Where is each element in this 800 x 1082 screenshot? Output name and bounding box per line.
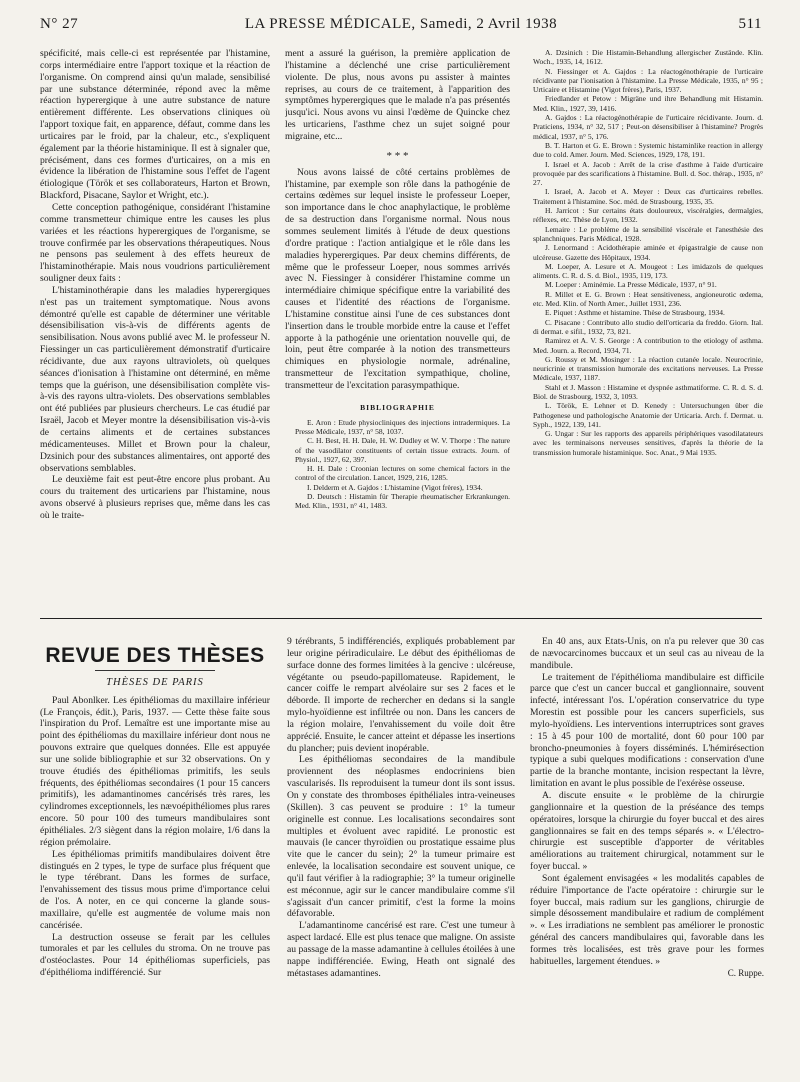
reference-item: M. Loeper, A. Lesure et A. Mougeot : Les imidazols de quelques aliments. C. R. d. S. d. Biol., 1935, 119, 173. — [533, 261, 763, 281]
reference-item: Friedlander et Petow : Migräne und ihre Behandlung mit Histamin. Med. Klin., 1927, 39, 1416. — [533, 94, 763, 113]
reference-item: B. T. Harton et G. E. Brown : Systemic histaminlike reaction in allergy due to cold. Amer. Journ. Med. Sciences, 1929, 178, 191. — [533, 140, 763, 160]
reference-item: H. Jarricot : Sur certains états douloureux, viscéralgies, dermalgies, réflexes, etc. Thèse de Lyon, 1932. — [533, 206, 763, 225]
paragraph: A. discute ensuite « le problème de la chirurgie ganglionnaire et la question de la préséance des temps opératoires, lorsque la chirurgie du foyer buccal et des aires ganglionnaires se fait en des temps séparés ». « L'électro-chirurgie est susceptible d'apporter de véritables améliorations au traitement chirurgical, notamment sur le foyer buccal. » — [530, 789, 764, 873]
paragraph: Les épithéliomas primitifs mandibulaires doivent être distingués en 2 types, le type de surface plus fréquent que le type térébrant. Dans les formes de surface, l'envahissement des tissus mous prime d'importance celui de l'os. A noter, en ce qui concerne la glande sous-maxillaire, qu'elle est augmentée de volume mais non cancérisée. — [40, 848, 270, 931]
reference-item: D. Deutsch : Histamin für Therapie rheumatischer Erkrankungen. Med. Klin., 1931, n° 41, 1483. — [295, 492, 510, 511]
paragraph: Cette conception pathogénique, considérant l'histamine comme transmetteur chimique entre les causes les plus variées et les réactions hyperergiques de l'organisme, se trouve confirmée par les observations thérapeutiques. Nous ne pensons pas seulement à des effets heureux de l'histaminothérapie. Mais nous voudrions particulièrement souligner deux faits : — [40, 201, 270, 285]
page-number: 511 — [738, 16, 762, 32]
reference-item: I. Delderm et A. Gajdos : L'histamine (Vigot frères), 1934. — [307, 482, 483, 492]
reference-item: E. Aron : Etude physiocliniques des injections intradermiques. La Presse Médicale, 1937, n° 58, 1037. — [295, 417, 510, 436]
reference-item: Ramirez et A. V. S. George : A contribution to the etiology of asthma. Med. Journ. a. Record, 1934, 71. — [533, 336, 763, 355]
title-underline — [95, 670, 215, 671]
reference-item: H. H. Dale : Croonian lectures on some chemical factors in the control of the circulation. Lancet, 1929, 216, 1285. — [295, 464, 510, 483]
reference-item: I. Israel, A. Jacob et A. Meyer : Deux cas d'urticaires rebelles. Traitement à l'histamine. Soc. méd. de Strasbourg, 1935, 35. — [533, 187, 763, 206]
paragraph: Le deuxième fait est peut-être encore plus probant. Au cours du traitement des urticariens par l'histamine, nous avons observé à plusieurs reprises que, même dans les cas où le traite- — [40, 474, 270, 521]
reference-item: E. Piquet : Asthme et histamine. Thèse de Strasbourg, 1934. — [545, 308, 725, 318]
reference-item: C. H. Best, H. H. Dale, H. W. Dudley et W. V. Thorpe : The nature of the vasodilator constituents of certain tissue extracts. Journ. of Physiol., 1927, 62, 397. — [295, 436, 510, 464]
paragraph: L'adamantinome cancérisé est rare. C'est une tumeur à aspect lardacé. Elle est plus tenace que maligne. On assiste au passage de la masse adamantine à cellules étoilées à une nappe indifférenciée. Ewing, Heath ont signalé des métastases adamantines. — [287, 920, 515, 979]
reference-item: R. Millet et E. G. Brown : Heat sensitiveness, angioneurotic œdema, etc. Med. Klin. of North Amer., Juillet 1931, 236. — [533, 289, 763, 309]
theses-column-middle — [287, 636, 515, 1056]
reference-item: L. Török, E. Lehner et D. Kenedy : Untersuchungen über die Pathogenese und pathologische Anatomie der Urticaria. Arch. f. Dermat. u. Syph., 1922, 139, 141. — [533, 401, 763, 429]
reference-item: G. Ungar : Sur les rapports des appareils périphériques vasodilatateurs avec les terminaisons nerveuses sensitives, d'après la théorie de la transmission humorale histaminique. Soc. Anat., 9 Mai 1935. — [533, 429, 763, 457]
section-divider — [40, 618, 762, 619]
section-subtitle: THÈSES DE PARIS — [106, 676, 204, 688]
paragraph: Sont également envisagées « les modalités capables de réduire l'importance de l'acte opératoire : chirurgie sur le foyer buccal, mais radium sur les ganglions, chirurgie de simple désossement mandibulaire et radium de complément ». « Les irradiations ne semblent pas améliorer le pronostic général des cancers mandibulaires qui, favorable dans les formes très localisées, est très grave pour les formes habituelles, largement étendues. » — [530, 872, 764, 967]
paragraph: spécificité, mais celle-ci est représentée par l'histamine, corps intermédiaire entre l'apport toxique et la réaction de l'organisme. On comprend ainsi qu'un malade, sensibilisé par une substance déterminée, répond avec la même réaction hyperergique à une autre substance de nature entièrement différente. Les observations cliniques où l'apport toxique fait, en apparence, défaut, comme dans les urticaires par le froid, par la chaleur, etc., s'expliquent également par la théorie histaminique. Il est à signaler que, précisément, dans ces formes d'urticaires, on a mis en évidence la libération de l'histamine sous l'effet de l'agent étiologique (Török et ses collaborateurs, Harton et Brown, Blackford, Pisacane, Saylor et Wright, etc.). — [40, 48, 270, 202]
reference-item: N. Fiessinger et A. Gajdos : La réactogénothérapie de l'urticaire récidivante par l'ionisation à l'histamine. La Presse Médicale, 1935, n° 95 ; Urticaire et Histamine (Vigot frères), Paris, 1937. — [533, 66, 763, 95]
paragraph: Paul Abonlker. Les épithéliomas du maxillaire inférieur (Le François, édit.), Paris, 1937. — Cette thèse faite sous l'inspiration du Prof. Lemaître est une importante mise au point des épithéliomas du maxillaire inférieur dont nous ne pouvons extraire que quelques données. Elle est appuyée sur une solide bibliographie et sur 32 observations. On y trouve étudiés des épithéliomas primitifs, les seuls fréquents, des épithéliomas secondaires (1 pour 15 cancers primitifs), les adamantinomes cancérisés très rares, les cylindromes exceptionnels, les nævoépithéliomes plus rares encore. 50 pour 100 des tumeurs mandibulaires sont épithéliales. 2/3 siègent dans la région molaire, 1/6 dans la région prémolaire. — [40, 694, 270, 848]
paragraph: Nous avons laissé de côté certains problèmes de l'histamine, par exemple son rôle dans la pathogénie de certains œdèmes sur lequel insiste le professeur Loeper, son importance dans le choc anaphylactique, le problème de sa destruction dans l'organisme normal. Nous nous sommes seulement limités à l'étude de deux questions d'ordre pratique : l'action antialgique et le rôle dans les maladies hyperergiques. Par deux chemins différents, de même que le professeur Loeper, nous sommes arrivés avec N. Fiessinger à considérer l'histamine comme un intermédiaire chimique spécifique entre la variabilité des causes et l'identité des réactions de l'organisme. L'histamine constitue ainsi l'une de ces substances dont l'insertion dans le trouble morbide entre la cause et l'effet apporte à la pathogénie une orientation nouvelle qui, de loin, peut être comparée à la notion des transmetteurs chimiques en physiologie normale, adrénaline, transmetteur de l'excitation sympathique, choline, transmetteur de l'excitation parasympathique. — [285, 166, 510, 391]
paragraph: L'histaminothérapie dans les maladies hyperergiques n'est pas un traitement symptomatique. Nous avons démontré qu'elle est capable de déterminer une véritable désensibilisation vis-à-vis de différents agents de sensibilisation. Nous avons publié avec M. le professeur N. Fiessinger un cas particulièrement démonstratif d'urticaire récidivante, due aux rayons ultraviolets, où quelques séances d'ionisation à l'histamine ont déterminé, en même temps que la guérison, une désensibilisation complète vis-à-vis des rayons ultra-violets. Des observations semblables ont été publiées par plusieurs chercheurs. Le cas étudié par Israël, Jacob et Meyer montre la désensibilisation vis-à-vis de certains aliments et de certaines substances médicamenteuses. Millet et Brown pour la chaleur, Dzsinich pour des substances alimentaires, ont apporté des observations semblables. — [40, 284, 270, 474]
paragraph: ment a assuré la guérison, la première application de l'histamine a déclenché une crise particulièrement violente. De plus, nous avons pu assister à maintes reprises, au cours de ce traitement, à l'apparition des symptômes hyperergiques que le malade n'a pas présentés jusqu'ici. Nous avons vu ainsi l'œdème de Quincke chez les urticariens, l'asthme chez un sujet soigné pour migraine, etc... — [285, 48, 510, 142]
paragraph: En 40 ans, aux Etats-Unis, on n'a pu relever que 30 cas de nævocarcinomes buccaux et un seul cas au niveau de la mandibule. — [530, 636, 764, 671]
theses-column-left — [40, 636, 270, 1056]
article-column-left — [40, 48, 270, 596]
paragraph: 9 térébrants, 5 indifférenciés, expliqués probablement par leur origine périradiculaire. Le début des épithéliomas de surface donne des formes limitées à la gencive : ulcéreuse, végétante ou pseudo-papillomateuse. Rapidement, le cancer coiffe le rempart alvéolaire sur ses 2 faces et le déborde. Il importe de rechercher en dedans si la sangle mylo-hyoïdienne est infiltrée ou non. Dans les cancers de la région molaire, l'envahissement du voile doit être apprécié. Ensuite, le cancer atteint et dépasse les insertions du plancher; puis devient inopérable. — [287, 636, 515, 754]
issue-number: N° 27 — [40, 16, 79, 32]
running-title: LA PRESSE MÉDICALE, Samedi, 2 Avril 1938 — [244, 16, 558, 32]
reference-item: A. Gajdos : La réactogénothérapie de l'urticaire récidivante. Journ. d. Praticiens, 1934, n° 32, 517 ; Peut-on désensibiliser à l'histamine? Progrès médical, 1937, n° 5, 176. — [533, 113, 763, 141]
section-title: REVUE DES THÈSES — [45, 644, 265, 667]
reference-item: Stahl et J. Masson : Histamine et dyspnée asthmatiforme. C. R. d. S. d. Biol. de Strasbourg, 1932, 3, 1093. — [533, 382, 763, 401]
bibliography-heading: BIBLIOGRAPHIE — [360, 402, 435, 412]
paragraph: La destruction osseuse se ferait par les cellules tumorales et par les cellules du stroma. On ne trouve pas d'ostéoclastes. Pour 14 épithéliomas superficiels, pas d'épithélioma indifférencié. Sur — [40, 931, 270, 979]
article-column-middle — [285, 48, 510, 596]
reference-item: C. Pisacane : Contributo allo studio dell'orticaria da freddo. Giorn. Ital. di dermat. e sifil., 1932, 73, 821. — [533, 317, 763, 336]
theses-column-right — [530, 636, 764, 1056]
reference-item: M. Loeper : Aminémie. La Presse Médicale, 1937, n° 91. — [545, 280, 717, 290]
reference-item: A. Dzsinich : Die Histamin-Behandlung allergischer Zustände. Klin. Woch., 1935, 14, 1612. — [533, 48, 763, 67]
section-separator-stars: * * * — [386, 149, 409, 162]
reference-item: I. Israel et A. Jacob : Arrêt de la crise d'asthme à l'aide d'urticaire provoquée par des scarifications à l'histamine. Bull. d. Soc. thérap., 1935, n° 27. — [533, 159, 763, 188]
paragraph: Le traitement de l'épithélioma mandibulaire est difficile parce que c'est un cancer buccal et ganglionnaire, souvent infecté, intéressant l'os. L'opération conservatrice du type Morestin est possible pour les cancers superficiels, sus mylo-hyoïdiens. Les interventions interruptrices sont graves : 15 à 45 pour 100 de mortalité, dont 60 pour 100 par broncho-pneumonies à foyers disséminés. L'hémirésection typique a subi quelques modifications : conservation d'une partie de la branche montante, incision respectant la lèvre, limitation en avant le plus possible de l'exérèse osseuse. — [530, 671, 764, 790]
bibliography-column-right — [523, 48, 763, 608]
page-header — [40, 16, 762, 38]
paragraph: Les épithéliomas secondaires de la mandibule proviennent des néoplasmes endocriniens bien vascularisés. Ils reproduisent la tumeur dont ils sont issus. On y constate des thromboses épithéliales intra-veineuses (Skillen). 3 cas peuvent se produire : 1° la tumeur originelle est connue. Les localisations secondaires sont multiples et évoluent avec rapidité. Le pronostic est mauvais (le cancer thyroïdien ou prostatique essaime plus vite que le cancer du sein); 2° la tumeur primaire est enlevée, la localisation secondaire est souvent unique, ce qu'il faut vérifier à la radiographie; 3° la tumeur originelle est méconnue, agir sur le cancer mandibulaire comme s'il s'agissait d'un cancer primitif, c'est la forme la moins défavorable. — [287, 754, 515, 920]
reference-item: G. Roussy et M. Mosinger : La réaction cutanée locale. Neurocrinie, neuricrinie et transmission humorale des excitations nerveuses. La Presse Médicale, 1937, 1187. — [533, 354, 763, 383]
reference-item: J. Lenormand : Acidothérapie aminée et épigastralgie de cause non ulcéreuse. Gazette des Hôpitaux, 1934. — [533, 243, 763, 262]
author-signature: C. Ruppe. — [727, 967, 764, 978]
reference-item: Lemaire : Le problème de la sensibilité viscérale et l'anesthésie des splanchniques. Paris Médical, 1928. — [533, 224, 763, 243]
